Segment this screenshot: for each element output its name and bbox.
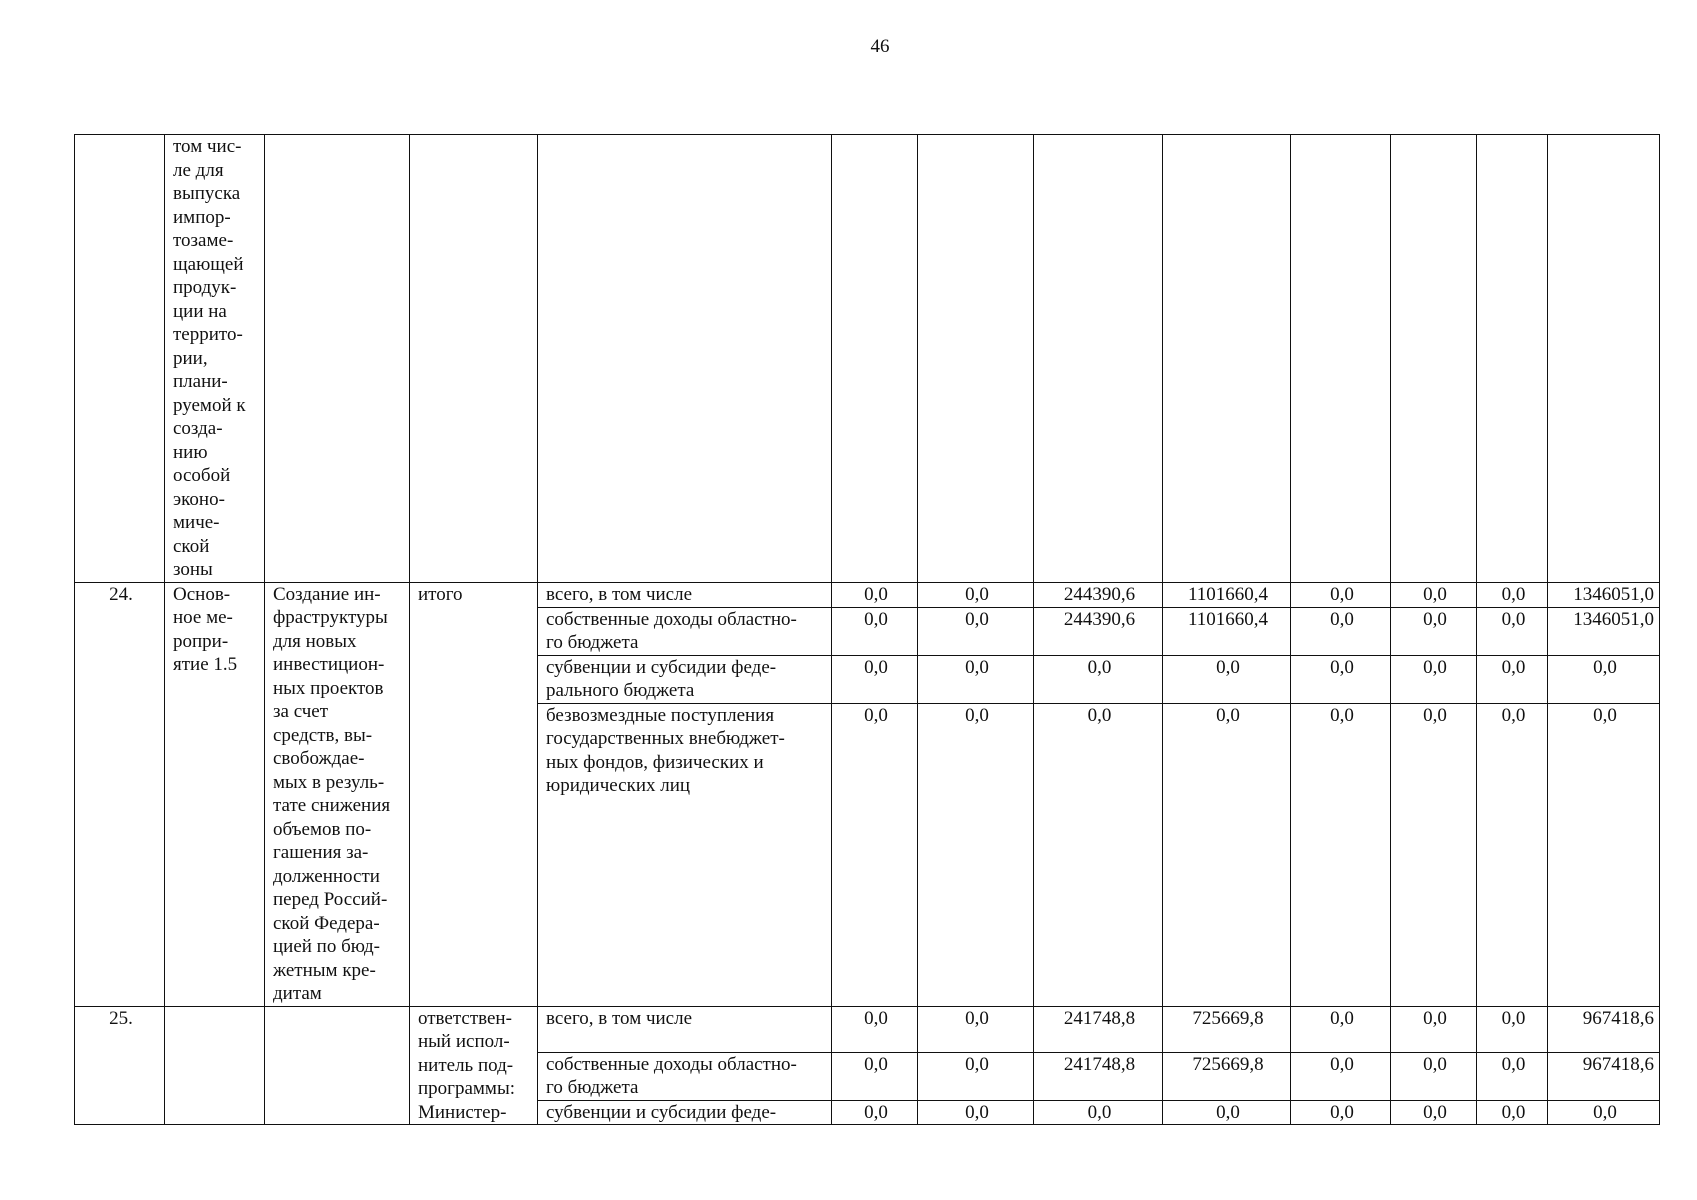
cell-value: 0,0	[1163, 703, 1291, 1006]
cell-type: Основ- ное ме- ропри- ятие 1.5	[165, 582, 265, 1006]
table-row-continued	[75, 135, 1660, 583]
cell-source: субвенции и субсидии феде- рального бюджета	[538, 655, 832, 703]
cell-value: 0,0	[918, 703, 1034, 1006]
cell-value: 0,0	[1548, 1100, 1660, 1125]
cell-number: 24.	[75, 582, 165, 1006]
cell-value: 0,0	[1477, 703, 1548, 1006]
cell-value: 241748,8	[1034, 1006, 1163, 1052]
cell-value: 0,0	[1548, 703, 1660, 1006]
cell-value: 0,0	[1291, 1100, 1391, 1125]
cell-value: 1346051,0	[1548, 607, 1660, 655]
cell-value: 0,0	[1477, 1100, 1548, 1125]
cell-executor: итого	[410, 582, 538, 1006]
cell-name	[265, 1006, 410, 1125]
cell-value: 0,0	[1291, 607, 1391, 655]
cell-value: 0,0	[832, 582, 918, 607]
cell-value: 0,0	[1391, 607, 1477, 655]
cell-value: 0,0	[918, 1100, 1034, 1125]
cell-value: 244390,6	[1034, 607, 1163, 655]
cell-source: собственные доходы областно- го бюджета	[538, 607, 832, 655]
cell-value: 0,0	[1391, 582, 1477, 607]
page-number: 46	[870, 36, 890, 57]
cell-value: 0,0	[1163, 655, 1291, 703]
cell-value: 0,0	[1034, 703, 1163, 1006]
cell-value	[832, 135, 918, 583]
cell-value	[1391, 135, 1477, 583]
cell-name	[265, 135, 410, 583]
cell-value: 0,0	[1291, 703, 1391, 1006]
cell-value: 0,0	[1291, 655, 1391, 703]
cell-value: 0,0	[832, 655, 918, 703]
cell-number: 25.	[75, 1006, 165, 1125]
cell-value: 0,0	[832, 607, 918, 655]
cell-value: 0,0	[1291, 1052, 1391, 1100]
cell-value	[1291, 135, 1391, 583]
cell-value: 0,0	[1291, 582, 1391, 607]
cell-value: 0,0	[1163, 1100, 1291, 1125]
cell-value: 0,0	[918, 607, 1034, 655]
cell-value: 0,0	[832, 703, 918, 1006]
cell-value: 0,0	[918, 655, 1034, 703]
cell-source: безвозмездные поступления государственных внебюджет- ных фондов, физических и юридических лиц	[538, 703, 832, 1006]
cell-value: 0,0	[1034, 655, 1163, 703]
cell-value: 1101660,4	[1163, 607, 1291, 655]
cell-source: собственные доходы областно- го бюджета	[538, 1052, 832, 1100]
cell-value	[918, 135, 1034, 583]
cell-value	[1034, 135, 1163, 583]
cell-value: 0,0	[1477, 1006, 1548, 1052]
cell-value: 967418,6	[1548, 1052, 1660, 1100]
cell-value: 0,0	[832, 1006, 918, 1052]
cell-value: 0,0	[1477, 1052, 1548, 1100]
cell-value: 0,0	[1291, 1006, 1391, 1052]
cell-value: 0,0	[1391, 1100, 1477, 1125]
cell-type	[165, 135, 265, 583]
cell-value: 725669,8	[1163, 1006, 1291, 1052]
cell-value: 1101660,4	[1163, 582, 1291, 607]
cell-value: 0,0	[1477, 607, 1548, 655]
cell-source: всего, в том числе	[538, 1006, 832, 1052]
cell-value: 0,0	[1391, 703, 1477, 1006]
cell-value: 0,0	[1391, 655, 1477, 703]
budget-table	[74, 134, 1660, 1125]
cell-value	[1163, 135, 1291, 583]
cell-value: 0,0	[1391, 1052, 1477, 1100]
cell-value: 0,0	[1477, 582, 1548, 607]
table-row-25-total	[75, 1006, 1660, 1052]
cell-value: 725669,8	[1163, 1052, 1291, 1100]
cell-value: 0,0	[918, 1006, 1034, 1052]
cell-type	[165, 1006, 265, 1125]
cell-source: всего, в том числе	[538, 582, 832, 607]
cell-value: 0,0	[1034, 1100, 1163, 1125]
cell-value: 0,0	[1477, 655, 1548, 703]
cell-executor: ответствен- ный испол- нитель под- программы: Министер-	[410, 1006, 538, 1125]
cell-value	[1548, 135, 1660, 583]
table-row-24-total	[75, 582, 1660, 607]
cell-executor	[410, 135, 538, 583]
cell-number	[75, 135, 165, 583]
cell-value: 0,0	[832, 1052, 918, 1100]
cell-value: 244390,6	[1034, 582, 1163, 607]
cell-value: 0,0	[1391, 1006, 1477, 1052]
cell-source	[538, 135, 832, 583]
continued-name-text: том чис- ле для выпуска импор- тозаме- щающей продук- ции на террито- рии, плани- руемой к созда- нию особой эконо- миче- ской зоны	[173, 136, 246, 580]
cell-value: 0,0	[832, 1100, 918, 1125]
cell-value: 1346051,0	[1548, 582, 1660, 607]
cell-value: 0,0	[918, 582, 1034, 607]
cell-name: Создание ин- фраструктуры для новых инвестицион- ных проектов за счет средств, вы- свобождае- мых в резуль- тате снижения объемов по- гашения за- долженности перед Россий- ской Федера- цией по бюд- жетным кре- дитам	[265, 582, 410, 1006]
cell-value	[1477, 135, 1548, 583]
cell-source: субвенции и субсидии феде-	[538, 1100, 832, 1125]
cell-value: 241748,8	[1034, 1052, 1163, 1100]
cell-value: 967418,6	[1548, 1006, 1660, 1052]
cell-value: 0,0	[918, 1052, 1034, 1100]
cell-value: 0,0	[1548, 655, 1660, 703]
